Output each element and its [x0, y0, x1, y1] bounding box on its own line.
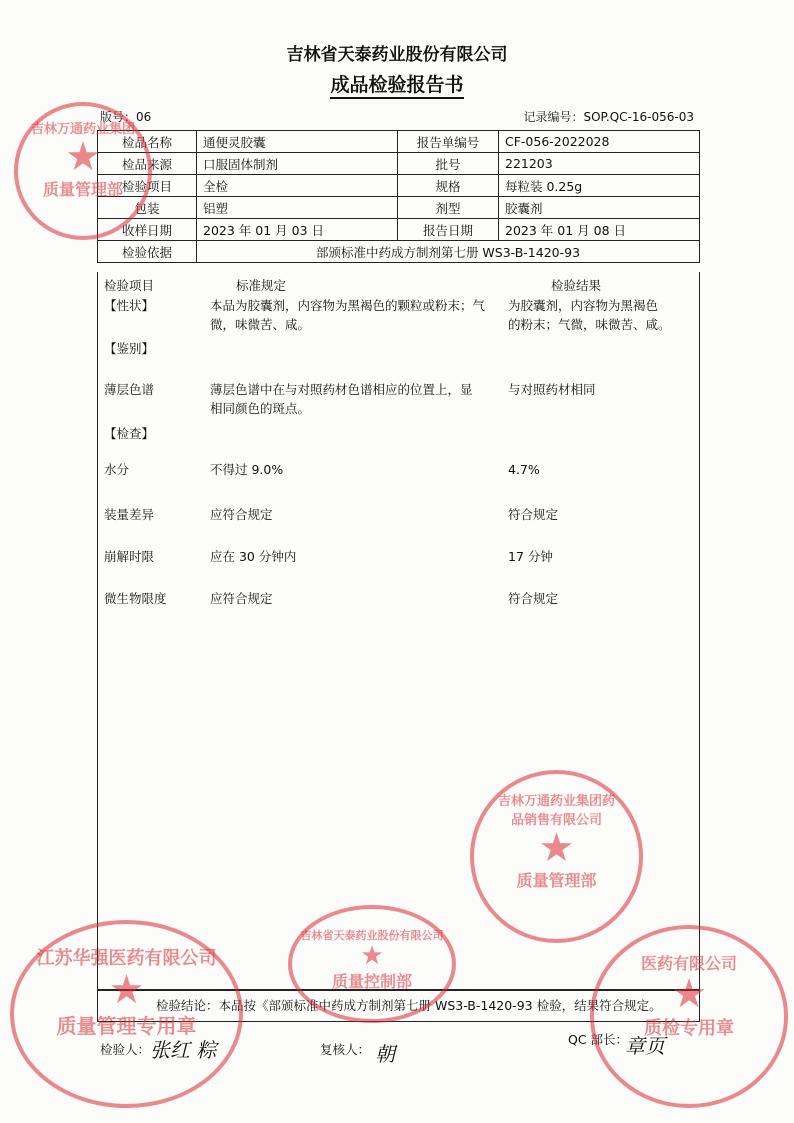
info-label: 剂型 — [398, 197, 499, 219]
info-table — [97, 130, 700, 263]
col-header-item: 检验项目 — [104, 278, 155, 293]
result-item-name: 【性状】 — [104, 298, 155, 313]
company-name: 吉林省天泰药业股份有限公司 — [286, 45, 508, 65]
result-value: 4.7% — [508, 462, 540, 477]
info-value: 口服固体制剂 — [197, 153, 398, 175]
info-value: 2023 年 01 月 03 日 — [197, 219, 398, 241]
info-value: 铝塑 — [197, 197, 398, 219]
info-row — [98, 175, 700, 197]
info-value: 通便灵胶囊 — [197, 131, 398, 153]
info-label: 检品名称 — [98, 131, 197, 153]
info-label: 包装 — [98, 197, 197, 219]
result-item-name: 崩解时限 — [104, 549, 155, 564]
stamp-huaqiang: 江苏华强医药有限公司 ★ 质量管理专用章 — [10, 920, 243, 1108]
star-icon: ★ — [538, 825, 575, 871]
inspector-label: 检验人： — [100, 1042, 151, 1057]
info-label: 检验依据 — [98, 241, 197, 263]
star-icon: ★ — [671, 971, 707, 1017]
info-row — [98, 219, 700, 241]
record-number: 记录编号：SOP.QC-16-056-03 — [523, 110, 694, 124]
info-label: 收样日期 — [98, 219, 197, 241]
info-row — [98, 197, 700, 219]
info-row — [98, 153, 700, 175]
info-label: 检验项目 — [98, 175, 197, 197]
reviewer-signature: 朝 — [375, 1042, 395, 1066]
qc-label: QC 部长： — [568, 1032, 629, 1047]
inspector-signature: 张红 粽 — [150, 1038, 217, 1062]
info-label: 批号 — [398, 153, 499, 175]
star-icon: ★ — [360, 941, 384, 971]
info-value: 胶囊剂 — [499, 197, 700, 219]
document-title: 成品检验报告书 — [0, 70, 794, 97]
info-label: 检品来源 — [98, 153, 197, 175]
result-standard: 应符合规定 — [210, 591, 273, 606]
result-value: 与对照药材相同 — [508, 382, 596, 397]
result-item-name: 微生物限度 — [104, 591, 167, 606]
reviewer-label: 复核人： — [320, 1042, 371, 1057]
result-value: 符合规定 — [508, 507, 559, 522]
info-value: CF-056-2022028 — [499, 131, 700, 153]
info-label: 报告单编号 — [398, 131, 499, 153]
info-value: 每粒装 0.25g — [499, 175, 700, 197]
qc-signature: 章页 — [625, 1034, 665, 1058]
info-label: 规格 — [398, 175, 499, 197]
result-standard: 薄层色谱中在与对照药材色谱相应的位置上，显 相同颜色的斑点。 — [210, 382, 473, 416]
stamp-top-left: 吉林万通药业集团 ★ 质量管理部 — [14, 102, 152, 240]
result-item-name: 【鉴别】 — [104, 341, 155, 356]
stamp-tiantai: 吉林省天泰药业股份有限公司 ★ 质量控制部 — [288, 905, 456, 1023]
info-label: 报告日期 — [398, 219, 499, 241]
result-item-name: 【检查】 — [104, 426, 155, 441]
info-value: 部颁标准中药成方制剂第七册 WS3-B-1420-93 — [197, 241, 700, 263]
result-item-name: 装量差异 — [104, 507, 155, 522]
result-standard: 应符合规定 — [210, 507, 273, 522]
result-standard: 本品为胶囊剂，内容物为黑褐色的颗粒或粉末；气 微，味微苦、咸。 — [210, 298, 486, 332]
result-value: 为胶囊剂，内容物为黑褐色 的粉末；气微，味微苦、咸。 — [508, 298, 671, 332]
info-value: 2023 年 01 月 08 日 — [499, 219, 700, 241]
stamp-wantong-sales: 吉林万通药业集团药品销售有限公司 ★ 质量管理部 — [470, 770, 643, 943]
col-header-result: 检验结果 — [551, 278, 602, 293]
info-row — [98, 131, 700, 153]
info-row-basis — [98, 241, 700, 263]
info-value: 221203 — [499, 153, 700, 175]
result-standard: 应在 30 分钟内 — [210, 549, 297, 564]
star-icon: ★ — [108, 967, 145, 1013]
col-header-standard: 标准规定 — [236, 278, 287, 293]
stamp-right: 医药有限公司 ★ 质检专用章 — [590, 925, 788, 1108]
info-value: 全检 — [197, 175, 398, 197]
result-value: 17 分钟 — [508, 549, 553, 564]
result-standard: 不得过 9.0% — [210, 462, 284, 477]
result-item-name: 水分 — [104, 462, 130, 477]
conclusion: 检验结论：本品按《部颁标准中药成方制剂第七册 WS3-B-1420-93 检验，结果符合规定。 — [97, 990, 700, 1022]
result-value: 符合规定 — [508, 591, 559, 606]
version-number: 版号：06 — [100, 110, 152, 124]
star-icon: ★ — [65, 134, 101, 180]
result-item-name: 薄层色谱 — [104, 382, 155, 397]
